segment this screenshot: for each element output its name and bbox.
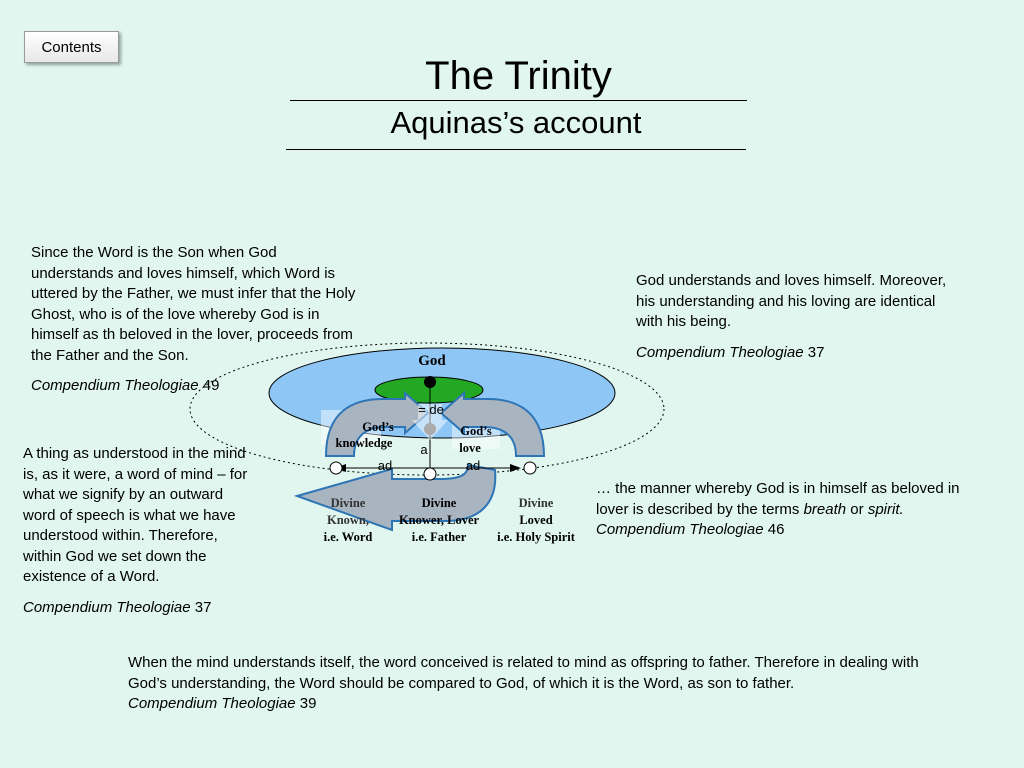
a-label: a bbox=[420, 442, 428, 457]
quote-mid-right-body: … the manner whereby God is in himself as beloved in lover is described by the terms bbox=[596, 480, 960, 518]
quote-mid-right bbox=[596, 479, 971, 541]
quote-mid-right-citation bbox=[596, 520, 971, 541]
quote-top-right-text: God understands and loves himself. Moreover, his understanding and his loving are identical with his being. bbox=[636, 272, 947, 330]
loved-label-line1: Divine bbox=[518, 496, 554, 510]
quote-mid-left-citation bbox=[23, 598, 248, 619]
relation-arrowhead-right bbox=[510, 464, 521, 472]
love-label-line1: God’s bbox=[460, 424, 492, 438]
loved-label-line2: Loved bbox=[519, 513, 553, 527]
ad-right-label: ad bbox=[465, 458, 481, 473]
quote-bottom-source: Compendium Theologiae bbox=[128, 695, 296, 712]
quote-mid-left-text: A thing as understood in the mind is, as it were, a word of mind – for what we signify by an outward word of speech is what we have understood within. Therefore, within God we set down the existence of a Word. bbox=[23, 445, 248, 585]
quote-top-right-citation bbox=[636, 343, 966, 364]
known-label-line3: i.e. Word bbox=[323, 530, 373, 544]
god-label: God bbox=[418, 353, 446, 369]
quote-top-left bbox=[31, 243, 359, 397]
love-label-line2: love bbox=[459, 441, 481, 455]
known-label-line2: Known, bbox=[326, 513, 370, 527]
quote-mid-right-term-breath: breath bbox=[803, 500, 847, 518]
quote-mid-right-source: Compendium Theologiae bbox=[596, 521, 764, 538]
known-label-line1: Divine bbox=[330, 496, 366, 510]
contents-button[interactable]: Contents bbox=[24, 31, 119, 63]
quote-top-left-source: Compendium Theologiae bbox=[31, 377, 199, 394]
knower-label-line3: i.e. Father bbox=[411, 530, 467, 544]
quote-bottom bbox=[128, 653, 943, 715]
quote-top-left-text: Since the Word is the Son when God understands and loves himself, which Word is uttered by the Father, we must infer that the Holy Ghost, who is of the love whereby God is in himself as th beloved in the lover, proceeds from the Father and the Son. bbox=[31, 244, 356, 364]
quote-mid-right-text bbox=[596, 479, 971, 520]
knower-label-line2: Knower, Lover bbox=[398, 513, 480, 527]
quote-top-left-citation bbox=[31, 376, 359, 397]
quote-mid-right-or: or bbox=[846, 500, 868, 518]
quote-top-right-ref: 37 bbox=[807, 343, 825, 361]
page-subtitle: Aquinas’s account bbox=[390, 105, 642, 140]
ad-left-label: ad bbox=[377, 458, 393, 473]
quote-mid-left-source: Compendium Theologiae bbox=[23, 598, 191, 616]
quote-bottom-ref: 39 bbox=[299, 695, 317, 712]
knowledge-label-line2: knowledge bbox=[335, 436, 393, 450]
god-point bbox=[424, 376, 436, 388]
quote-top-right bbox=[636, 271, 966, 363]
quote-mid-right-term-spirit: spirit. bbox=[867, 500, 904, 518]
quote-bottom-text: When the mind understands itself, the word conceived is related to mind as offspring to father. Therefore in dealing with God’s understanding, the Word should be compared to God, of which it is the Word, as son to father. bbox=[128, 654, 919, 692]
knower-point bbox=[424, 468, 436, 480]
page-title: The Trinity bbox=[425, 54, 612, 98]
de-label: = de bbox=[418, 402, 444, 417]
quote-mid-left bbox=[23, 444, 248, 618]
quote-bottom-citation bbox=[128, 694, 943, 715]
quote-mid-left-ref: 37 bbox=[194, 598, 212, 616]
known-point bbox=[330, 462, 342, 474]
knowledge-label-line1: God’s bbox=[362, 420, 394, 434]
loved-label-line3: i.e. Holy Spirit bbox=[497, 530, 575, 544]
knower-label-line1: Divine bbox=[421, 496, 457, 510]
quote-top-right-source: Compendium Theologiae bbox=[636, 343, 804, 361]
quote-top-left-ref: 49 bbox=[202, 377, 220, 394]
loved-point bbox=[524, 462, 536, 474]
quote-mid-right-ref: 46 bbox=[767, 521, 785, 538]
